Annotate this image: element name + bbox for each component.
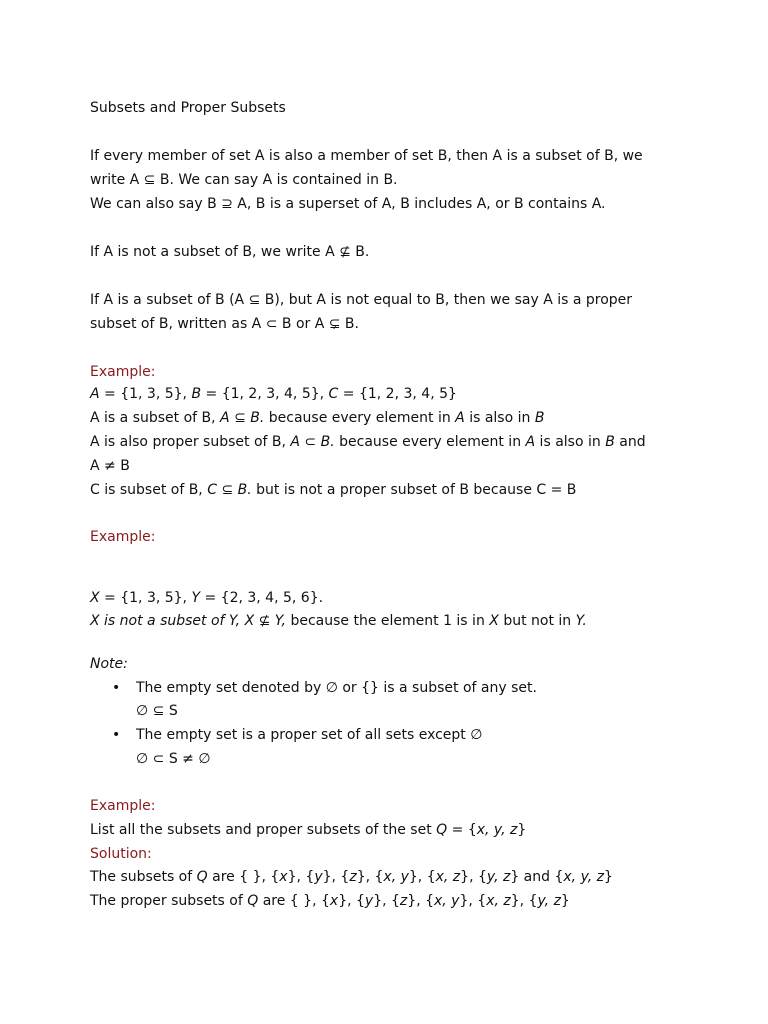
note-formula-1: ∅ ⊆ S xyxy=(136,703,178,719)
text: }, { xyxy=(373,893,400,909)
text: is also in xyxy=(464,410,535,426)
text: }, { xyxy=(510,893,538,909)
text: of B, we xyxy=(581,148,643,164)
example-2-sets xyxy=(90,589,323,607)
var: y, z xyxy=(537,893,561,909)
solution-label: Solution: xyxy=(90,846,152,862)
var: X xyxy=(90,590,100,606)
text: of B, written as A ⊂ B or A ⊊ B. xyxy=(136,316,359,332)
formula: A ⊂ B. xyxy=(290,434,335,450)
var: A xyxy=(455,410,465,426)
var: Q xyxy=(196,869,208,885)
paragraph-subset-def-2: write A ⊆ B. We can say A is contained in B. xyxy=(90,172,398,188)
paragraph-subset-def xyxy=(90,147,643,165)
text: are { }, { xyxy=(258,893,330,909)
text: C is subset of B, xyxy=(90,482,208,498)
var: x, z xyxy=(435,869,461,885)
example-2-label: Example: xyxy=(90,529,156,545)
note-text: The empty set is a proper set of all sets except ∅ xyxy=(136,727,483,743)
solution-proper-subsets xyxy=(90,892,570,910)
text: = {1, 3, 5}, xyxy=(99,590,192,606)
text: If every member of set A is also a member of set B, then A is a xyxy=(90,148,536,164)
note-formula-2: ∅ ⊂ S ≠ ∅ xyxy=(136,751,211,767)
var: A xyxy=(90,386,100,402)
text: because every element in xyxy=(334,434,526,450)
text: }, { xyxy=(460,869,487,885)
text: }, { xyxy=(287,869,315,885)
text: }, { xyxy=(408,869,436,885)
term-proper: proper xyxy=(585,292,633,308)
text: = {1, 2, 3, 4, 5}, xyxy=(201,386,329,402)
var: z xyxy=(399,893,408,909)
text: = {1, 2, 3, 4, 5} xyxy=(338,386,457,402)
note-text: The empty set denoted by ∅ or {} is a subset of any set. xyxy=(136,680,537,696)
text: The subsets of xyxy=(90,869,197,885)
text: }, { xyxy=(322,869,350,885)
var: B xyxy=(534,410,545,426)
formula: C ⊆ B. xyxy=(207,482,252,498)
paragraph-proper-subset xyxy=(90,291,632,309)
text: The proper subsets of xyxy=(90,893,248,909)
var: Y xyxy=(191,590,201,606)
example-1-sets xyxy=(90,385,457,403)
page-title: Subsets and Proper Subsets xyxy=(90,100,286,116)
var: x, y xyxy=(383,869,409,885)
text: A is also proper subset of B, xyxy=(90,434,291,450)
text: } xyxy=(517,822,527,838)
var: x, z xyxy=(486,893,511,909)
example-1-label: Example: xyxy=(90,364,156,380)
bullet-icon: • xyxy=(112,680,121,696)
var: x xyxy=(279,869,288,885)
var: x, y xyxy=(434,893,460,909)
var: x xyxy=(329,893,339,909)
example-2-line-2 xyxy=(90,612,587,630)
text: }, { xyxy=(356,869,384,885)
text: = { xyxy=(447,822,477,838)
text: and xyxy=(614,434,646,450)
solution-subsets xyxy=(90,868,613,886)
text: but not in xyxy=(498,613,576,629)
var: B xyxy=(191,386,202,402)
text: } xyxy=(604,869,613,885)
text: }, { xyxy=(407,893,434,909)
bullet-icon: • xyxy=(112,727,121,743)
paragraph-not-subset: If A is not a subset of B, we write A ⊈ B. xyxy=(90,244,370,260)
text: but is not a proper subset of B because C = B xyxy=(251,482,577,498)
var: Y. xyxy=(575,613,587,629)
text: = {1, 3, 5}, xyxy=(99,386,192,402)
var: C xyxy=(328,386,339,402)
text: } xyxy=(560,893,570,909)
var: X xyxy=(489,613,499,629)
example-1-line-3 xyxy=(90,433,646,451)
var: A xyxy=(525,434,536,450)
example-1-line-5 xyxy=(90,481,576,499)
text: = {2, 3, 4, 5, 6}. xyxy=(200,590,324,606)
var: z xyxy=(349,869,357,885)
text: } and { xyxy=(510,869,564,885)
example-1-line-2 xyxy=(90,409,544,427)
var: B xyxy=(605,434,615,450)
text: A is a subset of B, xyxy=(90,410,221,426)
text: If A is a subset of B (A ⊆ B), but A is not equal to B, then we say A is a xyxy=(90,292,586,308)
var: y xyxy=(364,893,374,909)
var: x, y, z xyxy=(476,822,518,838)
note-label: Note: xyxy=(90,656,128,672)
text: }, { xyxy=(459,893,487,909)
text: because every element in xyxy=(264,410,456,426)
term-subset: subset xyxy=(90,316,137,332)
var: y, z xyxy=(486,869,511,885)
example-1-line-4: A ≠ B xyxy=(90,458,130,474)
var: Q xyxy=(247,893,259,909)
paragraph-superset: We can also say B ⊇ A, B is a superset of A, B includes A, or B contains A. xyxy=(90,196,606,212)
var: Q xyxy=(436,822,448,838)
example-3-question xyxy=(90,821,526,839)
formula: X is not a subset of Y, X ⊈ Y, xyxy=(90,613,286,629)
text: }, { xyxy=(338,893,365,909)
text: because the element 1 is in xyxy=(286,613,490,629)
paragraph-proper-subset-2 xyxy=(90,315,359,333)
var: x, y, z xyxy=(563,869,605,885)
text: is also in xyxy=(535,434,606,450)
formula: A ⊆ B. xyxy=(220,410,265,426)
text: are { }, { xyxy=(207,869,280,885)
var: y xyxy=(314,869,323,885)
text: List all the subsets and proper subsets of the set xyxy=(90,822,437,838)
term-subset: subset xyxy=(535,148,582,164)
example-3-label: Example: xyxy=(90,798,156,814)
